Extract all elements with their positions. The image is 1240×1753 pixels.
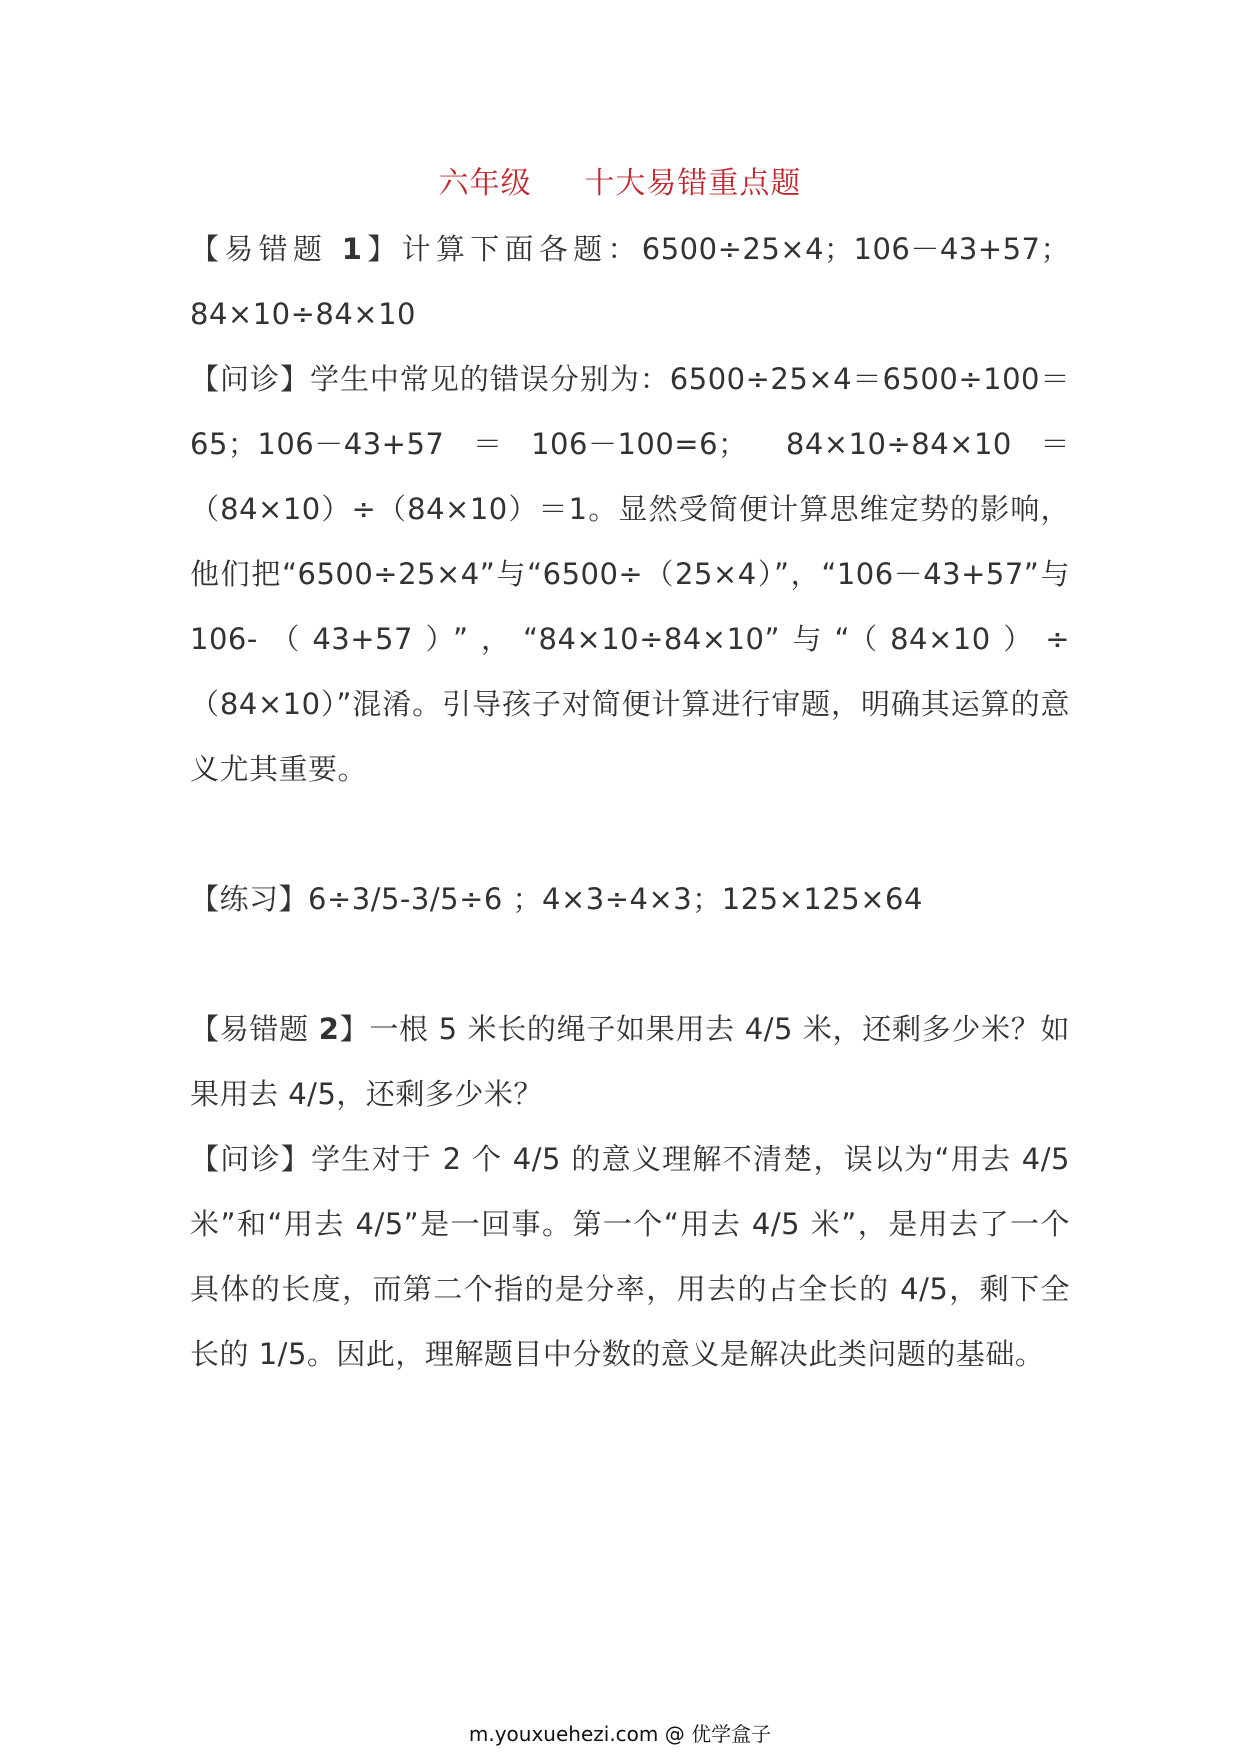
problem-2-label-open: 【易错题 (190, 1012, 319, 1046)
problem-2-section (190, 997, 1070, 1387)
problem-2-label-number: 2 (318, 1012, 340, 1046)
problem-1-label-number: 1 (341, 232, 363, 266)
diagnosis-2-text: 学生对于 2 个 4/5 的意义理解不清楚，误以为“用去 4/5 米”和“用去 4/5”是一回事。第一个“用去 4/5 米”，是用去了一个具体的长度，而第二个指的是分率，用去的占全长的 4/5，剩下全长的 1/5。因此，理解题目中分数的意义是解决此类问题的基础。 (190, 1142, 1070, 1371)
footer-watermark: m.youxuehezi.com @ 优学盒子 (468, 1722, 772, 1746)
problem-2-label (190, 1012, 369, 1046)
problem-1-label-close: 】 (362, 232, 402, 266)
problem-1-label-open: 【易错题 (190, 232, 342, 266)
problem-2-label-close: 】 (339, 1012, 370, 1046)
diagnosis-1-text: 学生中常见的错误分别为：6500÷25×4＝6500÷100＝65；106－43+57＝106－100=6； 84×10÷84×10＝（84×10）÷（84×10）＝1。显然受简便计算思维定势的影响，他们把“6500÷25×4”与“6500÷（25×4）”，“106－43+57”与 106-（43+57）”，“84×10÷84×10”与“（84×10）÷（84×10）”混淆。引导孩子对简便计算进行审题，明确其运算的意义尤其重要。 (190, 362, 1070, 786)
diagnosis-1-paragraph (190, 347, 1070, 802)
practice-paragraph (190, 867, 1070, 932)
problem-2-question: 一根 5 米长的绳子如果用去 4/5 米，还剩多少米？如果用去 4/5，还剩多少米？ (190, 1012, 1070, 1111)
problem-1-section (190, 217, 1070, 802)
diagnosis-1-label: 【问诊】 (190, 362, 310, 396)
diagnosis-2-label: 【问诊】 (190, 1142, 312, 1176)
diagnosis-2-paragraph (190, 1127, 1070, 1387)
practice-label: 【练习】 (190, 882, 309, 916)
problem-1-question: 计算下面各题：6500÷25×4；106－43+57；84×10÷84×10 (190, 232, 1070, 331)
problem-2-paragraph (190, 997, 1070, 1127)
page-title: 六年级 十大易错重点题 (438, 166, 802, 201)
problem-1-label (190, 232, 402, 266)
practice-section (190, 867, 1070, 932)
practice-text: 6÷3/5-3/5÷6 ；4×3÷4×3；125×125×64 (308, 882, 923, 916)
problem-1-paragraph (190, 217, 1070, 347)
